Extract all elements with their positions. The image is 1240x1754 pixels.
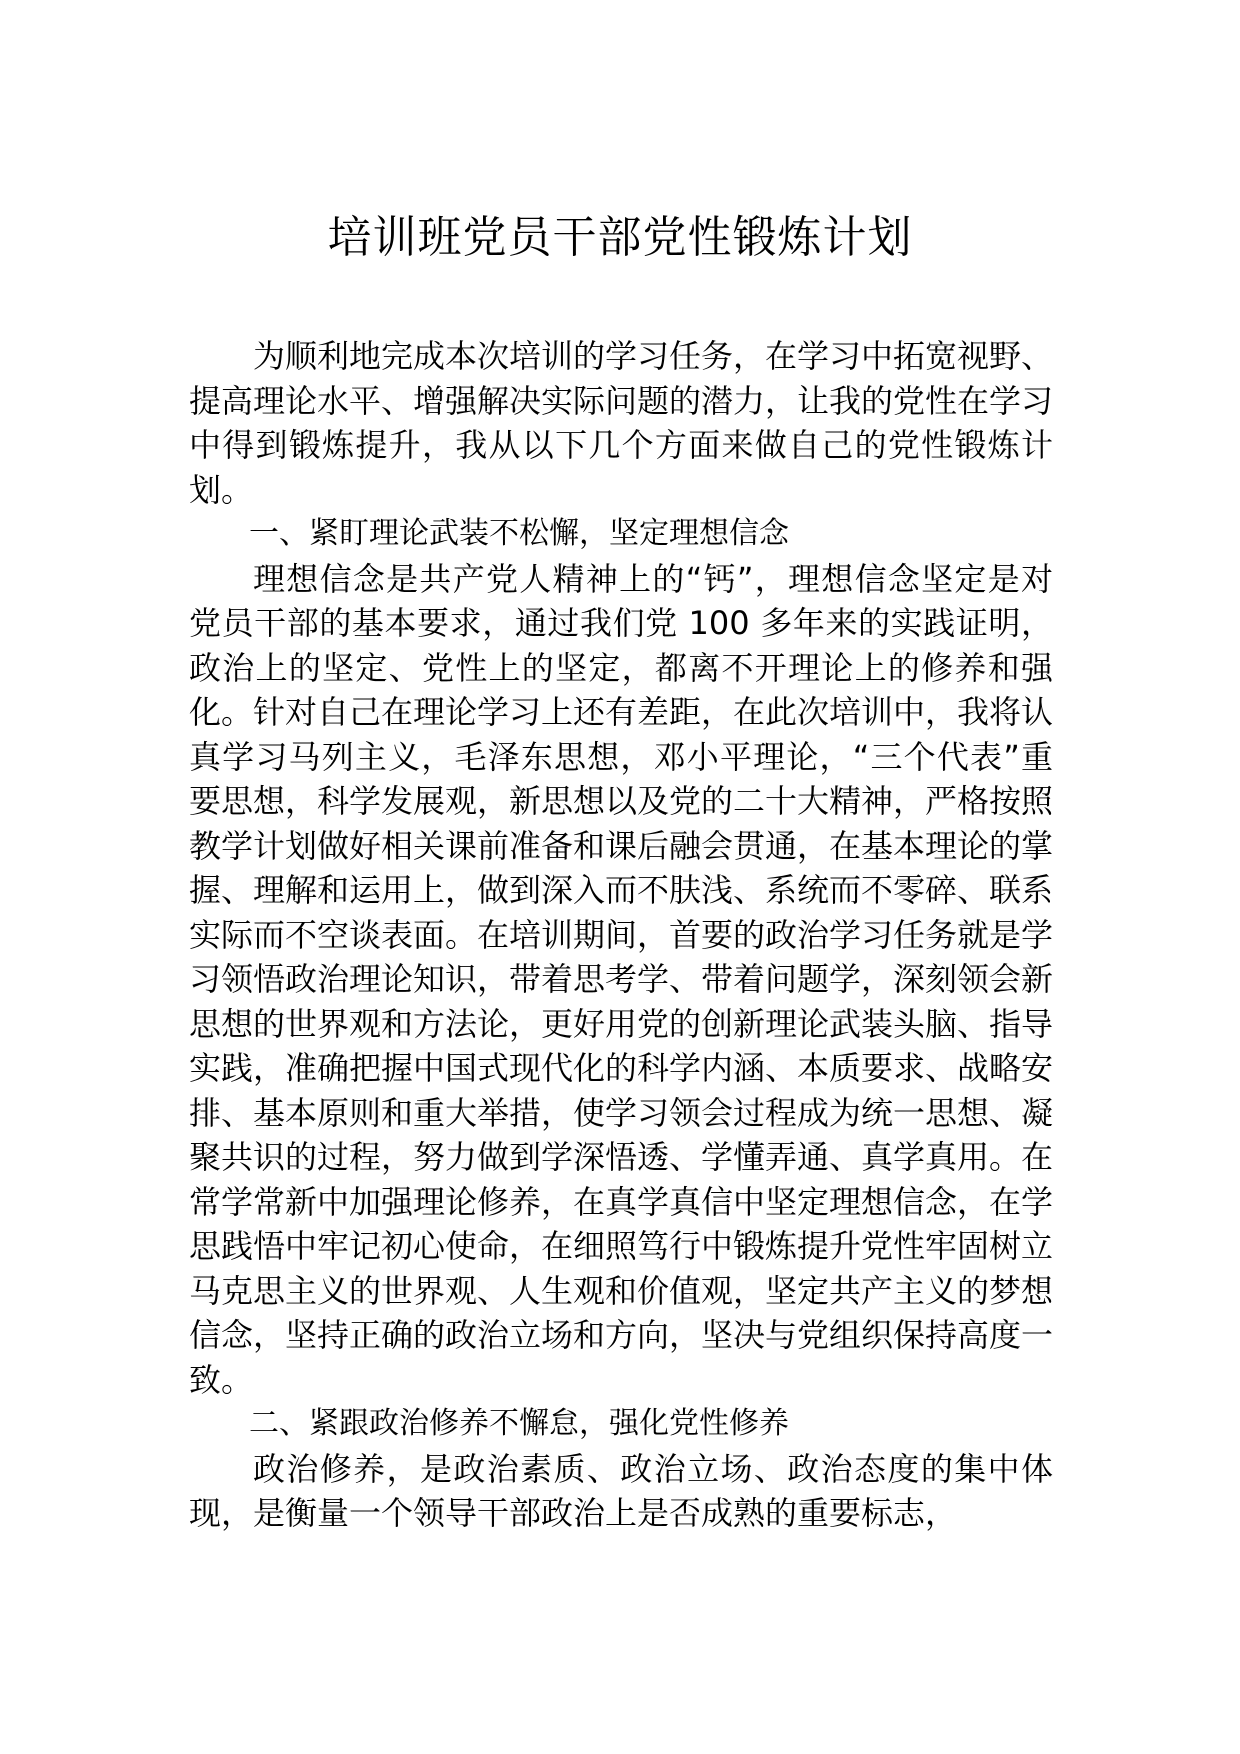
section-1-heading: 一、紧盯理论武装不松懈，坚定理想信念 — [249, 516, 789, 551]
intro-paragraph: 为顺利地完成本次培训的学习任务，在学习中拓宽视野、提高理论水平、增强解决实际问题的潜力，让我的党性在学习中得到锻炼提升，我从以下几个方面来做自己的党性锻炼计划。 — [189, 337, 1054, 509]
document-body — [189, 334, 1053, 1536]
section-2-paragraph: 政治修养，是政治素质、政治立场、政治态度的集中体现，是衡量一个领导干部政治上是否成熟的重要标志， — [189, 1449, 1053, 1532]
section-1-paragraph: 理想信念是共产党人精神上的“钙”，理想信念坚定是对党员干部的基本要求，通过我们党 100 多年来的实践证明，政治上的坚定、党性上的坚定，都离不开理论上的修养和强化。针对自己在理论学习上还有差距，在此次培训中，我将认真学习马列主义，毛泽东思想，邓小平理论，“三个代表”重要思想，科学发展观，新思想以及党的二十大精神，严格按照教学计划做好相关课前准备和课后融会贯通，在基本理论的掌握、理解和运用上，做到深入而不肤浅、系统而不零碎、联系实际而不空谈表面。在培训期间，首要的政治学习任务就是学习领悟政治理论知识，带着思考学、带着问题学，深刻领会新思想的世界观和方法论，更好用党的创新理论武装头脑、指导实践，准确把握中国式现代化的科学内涵、本质要求、战略安排、基本原则和重大举措，使学习领会过程成为统一思想、凝聚共识的过程，努力做到学深悟透、学懂弄通、真学真用。在常学常新中加强理论修养，在真学真信中坚定理想信念，在学思践悟中牢记初心使命，在细照笃行中锻炼提升党性牢固树立马克思主义的世界观、人生观和价值观，坚定共产主义的梦想信念，坚持正确的政治立场和方向，坚决与党组织保持高度一致。 — [189, 559, 1054, 1399]
document-title: 培训班党员干部党性锻炼计划 — [327, 212, 913, 263]
section-2-heading: 二、紧跟政治修养不懈怠，强化党性修养 — [249, 1406, 789, 1441]
